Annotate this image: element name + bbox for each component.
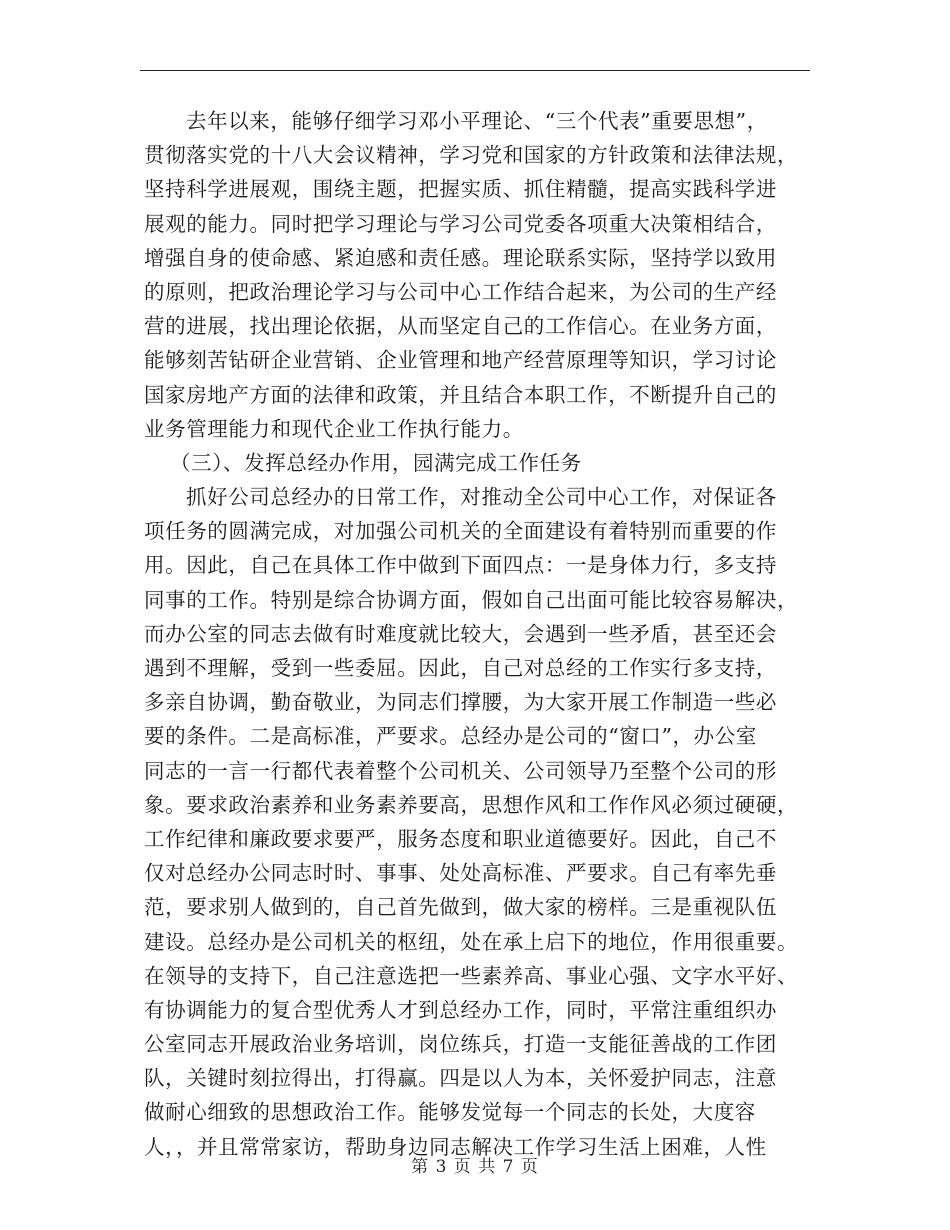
paragraph-line: 的原则，把政治理论学习与公司中心工作结合起来，为公司的生产经 bbox=[144, 279, 777, 304]
paragraph-line: 国家房地产方面的法律和政策，并且结合本职工作，不断提升自己的 bbox=[144, 382, 777, 407]
paragraph-line: 去年以来，能够仔细学习邓小平理论、“三个代表”重要思想”， bbox=[186, 109, 768, 133]
paragraph-line: 而办公室的同志去做有时难度就比较大，会遇到一些矛盾，甚至还会 bbox=[144, 621, 777, 646]
paragraph-line: 队，关键时刻拉得出，打得赢。四是以人为本，关怀爱护同志，注意 bbox=[144, 1066, 777, 1091]
paragraph-line: 在领导的支持下，自己注意选把一些素养高、事业心强、文字水平好、 bbox=[144, 963, 799, 988]
paragraph-line: 要的条件。二是高标准，严要求。总经办是公司的“窗口”，办公室 bbox=[144, 724, 757, 749]
header-rule bbox=[140, 70, 810, 71]
paragraph-line: 多亲自协调，勤奋敬业，为同志们撑腰，为大家开展工作制造一些必 bbox=[144, 690, 777, 715]
paragraph-line: 有协调能力的复合型优秀人才到总经办工作，同时，平常注重组织办 bbox=[144, 997, 777, 1022]
paragraph-line: 工作纪律和廉政要求要严，服务态度和职业道德要好。因此，自己不 bbox=[144, 826, 777, 851]
paragraph-line: 范，要求别人做到的，自己首先做到，做大家的榜样。三是重视队伍 bbox=[144, 895, 777, 920]
section-heading: （三）、发挥总经办作用，园满完成工作任务 bbox=[170, 450, 582, 475]
paragraph-line: 建设。总经办是公司机关的枢纽，处在承上启下的地位，作用很重要。 bbox=[144, 929, 799, 954]
paragraph-line: 贯彻落实党的十八大会议精神，学习党和国家的方针政策和法律法规， bbox=[144, 143, 799, 168]
page-number-footer: 第 3 页 共 7 页 bbox=[411, 1157, 539, 1177]
document-body bbox=[144, 104, 810, 1164]
paragraph-line: 营的进展，找出理论依据，从而坚定自己的工作信心。在业务方面， bbox=[144, 314, 777, 339]
paragraph-line: 公室同志开展政治业务培训，岗位练兵，打造一支能征善战的工作团 bbox=[144, 1032, 777, 1057]
paragraph-line: 人，，并且常常家访，帮助身边同志解决工作学习生活上困难，人性 bbox=[144, 1134, 767, 1159]
paragraph-line: 项任务的圆满完成，对加强公司机关的全面建设有着特别而重要的作 bbox=[144, 519, 777, 544]
paragraph-line: 增强自身的使命感、紧迫感和责任感。理论联系实际，坚持学以致用 bbox=[144, 245, 777, 270]
paragraph-line: 仅对总经办公同志时时、事事、处处高标准、严要求。自己有率先垂 bbox=[144, 861, 777, 886]
paragraph-line: 业务管理能力和现代企业工作执行能力。 bbox=[144, 416, 524, 441]
paragraph-line: 遇到不理解，受到一些委屈。因此，自己对总经的工作实行多支持， bbox=[144, 656, 777, 680]
paragraph-line: 象。要求政治素养和业务素养要高，思想作风和工作作风必须过硬硬， bbox=[144, 792, 799, 817]
paragraph-line: 抓好公司总经办的日常工作，对推动全公司中心工作，对保证各 bbox=[186, 485, 777, 510]
paragraph-line: 坚持科学进展观，围绕主题，把握实质、抓住精髓，提高实践科学进 bbox=[144, 177, 777, 202]
paragraph-line: 同事的工作。特别是综合协调方面，假如自己出面可能比较容易解决， bbox=[144, 587, 799, 612]
paragraph-line: 展观的能力。同时把学习理论与学习公司党委各项重大决策相结合， bbox=[144, 211, 777, 236]
paragraph-line: 能够刻苦钻研企业营销、企业管理和地产经营原理等知识，学习讨论 bbox=[144, 348, 777, 373]
paragraph-line: 用。因此，自己在具体工作中做到下面四点：一是身体力行，多支持 bbox=[144, 553, 777, 578]
paragraph-line: 同志的一言一行都代表着整个公司机关、公司领导乃至整个公司的形 bbox=[144, 758, 777, 783]
paragraph-line: 做耐心细致的思想政治工作。能够发觉每一个同志的长处，大度容 bbox=[144, 1100, 756, 1125]
